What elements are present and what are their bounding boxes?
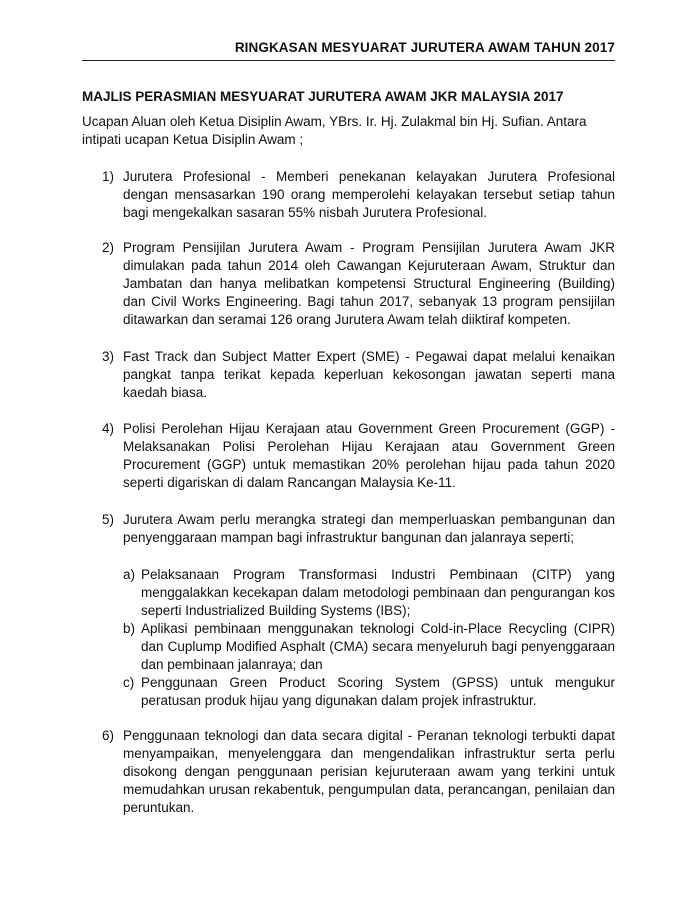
running-header-title: RINGKASAN MESYUARAT JURUTERA AWAM TAHUN 2017 [234, 40, 615, 55]
intro-paragraph: Ucapan Aluan oleh Ketua Disiplin Awam, YBrs. Ir. Hj. Zulakmal bin Hj. Sufian. Antara intipati ucapan Ketua Disiplin Awam ; [82, 114, 587, 147]
sub-item-b [123, 620, 615, 674]
list-item-text: Jurutera Awam perlu merangka strategi dan memperluaskan pembangunan dan penyenggaraan mampan bagi infrastruktur bangunan dan jalanraya seperti; [123, 512, 615, 545]
list-item-number: 5) [102, 512, 115, 527]
list-item-text: Fast Track dan Subject Matter Expert (SME) - Pegawai dapat melalui kenaikan pangkat tanpa terikat kepada keperluan kekosongan jawatan seperti mana kaedah biasa. [123, 349, 615, 400]
list-item-4 [82, 420, 615, 492]
list-item-number: 2) [102, 240, 115, 255]
sub-item-letter: a) [123, 567, 136, 582]
list-item-6 [82, 727, 615, 817]
sub-list [123, 566, 615, 710]
list-item-5 [82, 511, 615, 710]
list-item-number: 1) [102, 169, 115, 184]
list-item-2 [82, 239, 615, 329]
sub-item-text: Aplikasi pembinaan menggunakan teknologi Cold-in-Place Recycling (CIPR) dan Cuplump Modified Asphalt (CMA) secara menyeluruh bagi penyenggaraan dan pembinaan jalanraya; dan [141, 621, 615, 672]
sub-item-letter: b) [123, 621, 136, 636]
section-title: MAJLIS PERASMIAN MESYUARAT JURUTERA AWAM JKR MALAYSIA 2017 [82, 89, 564, 104]
list-item-number: 4) [102, 421, 115, 436]
list-item-1 [82, 168, 615, 222]
list-item-number: 3) [102, 349, 115, 364]
list-item-text: Penggunaan teknologi dan data secara digital - Peranan teknologi terbukti dapat menyampaikan, menyelenggara dan mengendalikan infrastruktur serta perlu disokong dengan penggunaan perisian kejuruteraan awam yang terkini untuk memudahkan urusan rekabentuk, pengumpulan data, perancangan, penilaian dan peruntukan. [123, 728, 615, 815]
list-item-text: Jurutera Profesional - Memberi penekanan kelayakan Jurutera Profesional dengan mensasarkan 190 orang memperolehi kelayakan tersebut setiap tahun bagi mengekalkan sasaran 55% nisbah Jurutera Profesional. [123, 169, 615, 220]
sub-item-text: Pelaksanaan Program Transformasi Industri Pembinaan (CITP) yang menggalakkan kecekapan dalam metodologi pembinaan dan pengurangan kos seperti Industrialized Building Systems (IBS); [141, 567, 615, 618]
header-divider [82, 60, 615, 61]
sub-item-a [123, 566, 615, 620]
sub-item-c [123, 674, 615, 710]
list-item-text: Program Pensijilan Jurutera Awam - Program Pensijilan Jurutera Awam JKR dimulakan pada tahun 2014 oleh Cawangan Kejuruteraan Awam, Struktur dan Jambatan dan hanya melibatkan kompetensi Structural Engineering (Building) dan Civil Works Engineering. Bagi tahun 2017, sebanyak 13 program pensijilan ditawarkan dan seramai 126 orang Jurutera Awam telah diiktiraf kompeten. [123, 240, 615, 327]
list-item-number: 6) [102, 728, 115, 743]
sub-item-letter: c) [123, 675, 135, 690]
sub-item-text: Penggunaan Green Product Scoring System (GPSS) untuk mengukur peratusan produk hijau yang digunakan dalam projek infrastruktur. [141, 675, 615, 708]
list-item-3 [82, 348, 615, 402]
list-item-text: Polisi Perolehan Hijau Kerajaan atau Government Green Procurement (GGP) - Melaksanakan Polisi Perolehan Hijau Kerajaan atau Government Green Procurement (GGP) untuk memastikan 20% perolehan hijau pada tahun 2020 seperti digariskan di dalam Rancangan Malaysia Ke-11. [123, 421, 615, 490]
